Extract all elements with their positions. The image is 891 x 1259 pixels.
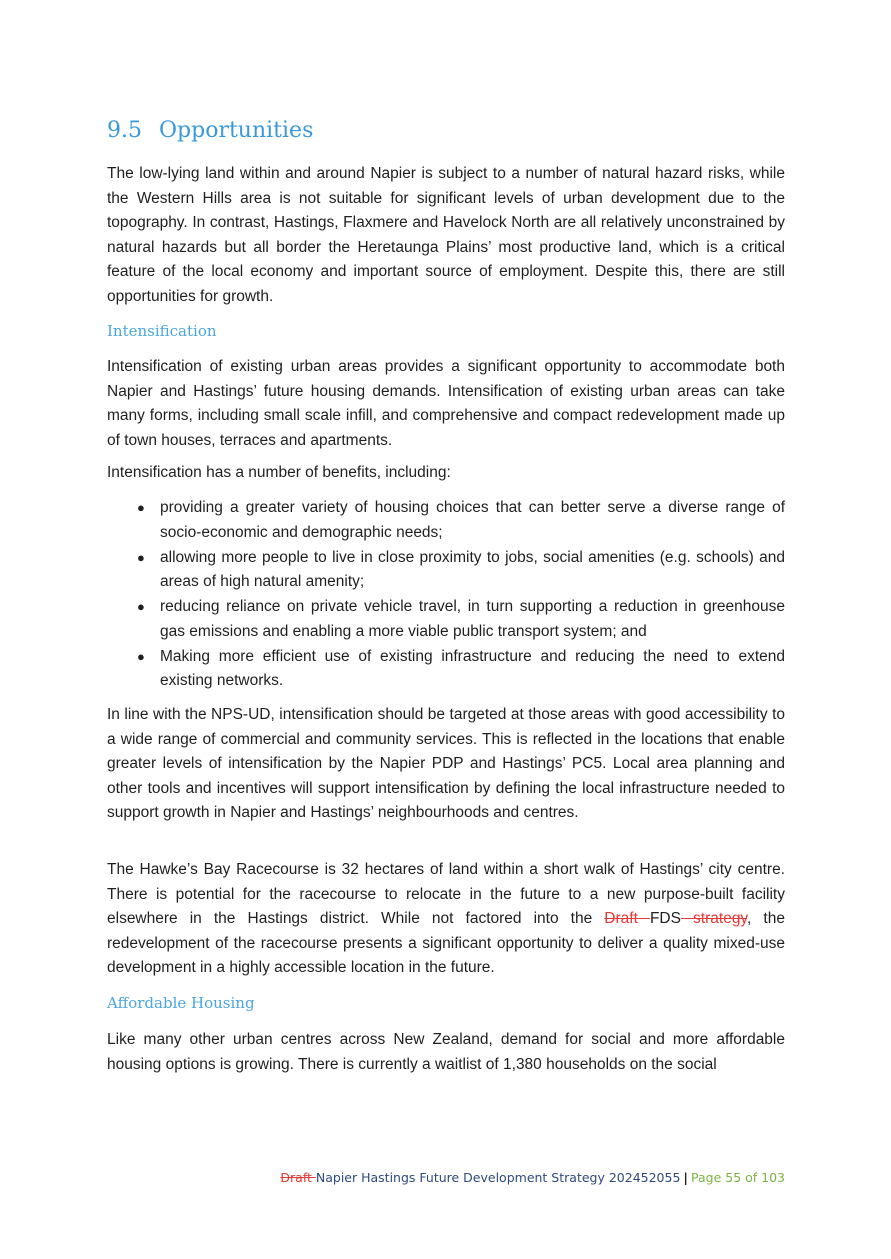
list-item: ● providing a greater variety of housing choices that can better serve a diverse range of socio-economic and demographic needs;: [107, 496, 785, 545]
footer-separator: |: [683, 1170, 688, 1185]
bullet-icon: ●: [137, 500, 145, 515]
benefits-list: [107, 496, 785, 694]
bullet-icon: ●: [137, 648, 145, 664]
affordable-housing-paragraph: Like many other urban centres across New Zealand, demand for social and more affordable housing options is growing. There is currently a waitlist of 1,380 households on the social: [107, 1031, 785, 1073]
benefits-intro: Intensification has a number of benefits, including:: [107, 464, 451, 481]
section-number: 9.5: [107, 118, 142, 143]
list-item: ● reducing reliance on private vehicle travel, in turn supporting a reduction in greenhouse gas emissions and enabling a more viable public transport system; and: [107, 595, 785, 644]
racecourse-paragraph: The Hawke’s Bay Racecourse is 32 hectares of land within a short walk of Hastings’ city centre. There is potential for the racecourse to relocate in the future to a new purpose-built facility elsewhere in the Hastings district. While not factored into the Draft FDS strategy, the redevelopment of the racecourse presents a significant opportunity to deliver a quality mixed-use development in a highly accessible location in the future.: [107, 861, 785, 976]
footer-title: Napier Hastings Future Development Strategy 202452055: [315, 1170, 681, 1185]
list-item: ● allowing more people to live in close proximity to jobs, social amenities (e.g. schools) and areas of high natural amenity;: [107, 546, 785, 595]
intensification-paragraph: Intensification of existing urban areas provides a significant opportunity to accommodate both Napier and Hastings’ future housing demands. Intensification of existing urban areas can take many forms, including small scale infill, and comprehensive and compact redevelopment made up of town houses, terraces and apartments.: [107, 358, 785, 449]
page-number: Page 55 of 103: [691, 1170, 785, 1185]
footer-draft-deletion: Draft: [280, 1170, 316, 1185]
bullet-icon: ●: [137, 549, 145, 565]
section-heading: [107, 118, 313, 143]
bullet-icon: ●: [137, 599, 145, 614]
affordable-housing-heading: Affordable Housing: [107, 994, 255, 1012]
intro-paragraph: The low-lying land within and around Napier is subject to a number of natural hazard risks, while the Western Hills area is not suitable for significant levels of urban development due to the topography. In contrast, Hastings, Flaxmere and Havelock North are all relatively unconstrained by natural hazards but all border the Heretaunga Plains’ most productive land, which is a critical feature of the local economy and important source of employment. Despite this, there are still opportunities for growth.: [107, 165, 785, 305]
intensification-heading: Intensification: [107, 322, 217, 340]
nps-ud-paragraph: In line with the NPS-UD, intensification should be targeted at those areas with good accessibility to a wide range of commercial and community services. This is reflected in the locations that enable greater levels of intensification by the Napier PDP and Hastings’ PC5. Local area planning and other tools and incentives will support intensification by defining the local infrastructure needed to support growth in Napier and Hastings’ neighbourhoods and centres.: [107, 706, 785, 821]
section-title: Opportunities: [159, 118, 314, 143]
tracked-deletion: strategy: [680, 910, 748, 927]
list-item: ● Making more efficient use of existing infrastructure and reducing the need to extend existing networks.: [107, 645, 785, 694]
tracked-deletion: Draft: [604, 910, 650, 927]
page-footer: [280, 1170, 785, 1185]
